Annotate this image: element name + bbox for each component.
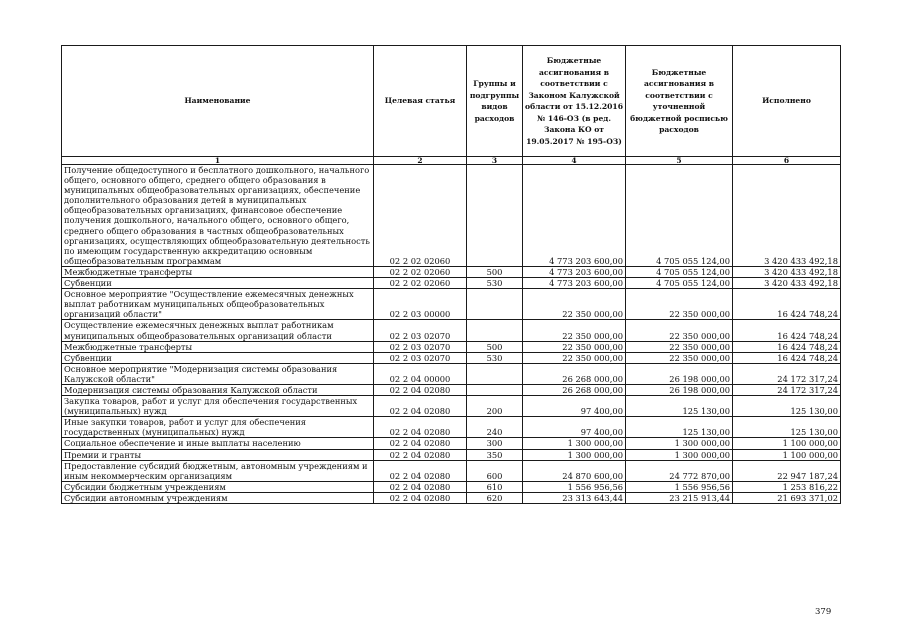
schedule-allocation-cell: 22 350 000,00 bbox=[626, 352, 733, 363]
row-name-cell: Предоставление субсидий бюджетным, автономным учреждениям и иным некоммерческим организациям bbox=[62, 460, 374, 481]
table-row bbox=[62, 363, 841, 384]
executed-cell: 3 420 433 492,18 bbox=[733, 266, 841, 277]
header-name: Наименование bbox=[62, 46, 374, 157]
schedule-allocation-cell: 125 130,00 bbox=[626, 396, 733, 417]
target-article-cell: 02 2 03 00000 bbox=[374, 289, 467, 320]
schedule-allocation-cell: 22 350 000,00 bbox=[626, 320, 733, 341]
expense-group-cell bbox=[467, 320, 523, 341]
executed-cell: 16 424 748,24 bbox=[733, 289, 841, 320]
expense-group-cell bbox=[467, 165, 523, 267]
law-allocation-cell: 24 870 600,00 bbox=[523, 460, 626, 481]
schedule-allocation-cell: 24 772 870,00 bbox=[626, 460, 733, 481]
target-article-cell: 02 2 02 02060 bbox=[374, 165, 467, 267]
column-number: 4 bbox=[523, 157, 626, 165]
row-name-cell: Получение общедоступного и бесплатного дошкольного, начального общего, основного общего, среднего общего образования в муниципальных общеобразовательных организациях, обеспечение дополнительного образования детей в муниципальных общеобразовательных организациях, финансовое обеспечение получения дошкольного, начального общего, основного общего, среднего общего образования в частных общеобразовательных организациях, осуществляющих общеобразовательную деятельность по имеющим государственную аккредитацию основным общеобразовательным программам bbox=[62, 165, 374, 267]
table-row bbox=[62, 384, 841, 395]
law-allocation-cell: 22 350 000,00 bbox=[523, 289, 626, 320]
schedule-allocation-cell: 23 215 913,44 bbox=[626, 492, 733, 503]
law-allocation-cell: 26 268 000,00 bbox=[523, 363, 626, 384]
header-expense-groups: Группы и подгруппы видов расходов bbox=[467, 46, 523, 157]
column-number: 3 bbox=[467, 157, 523, 165]
expense-group-cell bbox=[467, 363, 523, 384]
header-executed: Исполнено bbox=[733, 46, 841, 157]
expense-group-cell: 530 bbox=[467, 352, 523, 363]
executed-cell: 125 130,00 bbox=[733, 396, 841, 417]
law-allocation-cell: 26 268 000,00 bbox=[523, 384, 626, 395]
executed-cell: 16 424 748,24 bbox=[733, 341, 841, 352]
table-row bbox=[62, 341, 841, 352]
schedule-allocation-cell: 4 705 055 124,00 bbox=[626, 266, 733, 277]
target-article-cell: 02 2 04 02080 bbox=[374, 384, 467, 395]
law-allocation-cell: 97 400,00 bbox=[523, 417, 626, 438]
expense-group-cell bbox=[467, 289, 523, 320]
target-article-cell: 02 2 04 02080 bbox=[374, 492, 467, 503]
target-article-cell: 02 2 04 02080 bbox=[374, 417, 467, 438]
column-number: 5 bbox=[626, 157, 733, 165]
target-article-cell: 02 2 02 02060 bbox=[374, 278, 467, 289]
law-allocation-cell: 22 350 000,00 bbox=[523, 352, 626, 363]
row-name-cell: Модернизация системы образования Калужской области bbox=[62, 384, 374, 395]
table-header-row bbox=[62, 46, 841, 157]
law-allocation-cell: 97 400,00 bbox=[523, 396, 626, 417]
expense-group-cell: 610 bbox=[467, 481, 523, 492]
column-number: 2 bbox=[374, 157, 467, 165]
executed-cell: 3 420 433 492,18 bbox=[733, 165, 841, 267]
schedule-allocation-cell: 4 705 055 124,00 bbox=[626, 278, 733, 289]
row-name-cell: Основное мероприятие "Осуществление ежемесячных денежных выплат работникам муниципальных общеобразовательных организаций области" bbox=[62, 289, 374, 320]
table-row bbox=[62, 278, 841, 289]
target-article-cell: 02 2 02 02060 bbox=[374, 266, 467, 277]
expense-group-cell: 600 bbox=[467, 460, 523, 481]
table-row bbox=[62, 438, 841, 449]
schedule-allocation-cell: 22 350 000,00 bbox=[626, 289, 733, 320]
law-allocation-cell: 1 300 000,00 bbox=[523, 449, 626, 460]
law-allocation-cell: 4 773 203 600,00 bbox=[523, 165, 626, 267]
executed-cell: 3 420 433 492,18 bbox=[733, 278, 841, 289]
schedule-allocation-cell: 1 556 956,56 bbox=[626, 481, 733, 492]
row-name-cell: Основное мероприятие "Модернизация системы образования Калужской области" bbox=[62, 363, 374, 384]
schedule-allocation-cell: 22 350 000,00 bbox=[626, 341, 733, 352]
law-allocation-cell: 4 773 203 600,00 bbox=[523, 266, 626, 277]
law-allocation-cell: 1 556 956,56 bbox=[523, 481, 626, 492]
executed-cell: 1 100 000,00 bbox=[733, 438, 841, 449]
expense-group-cell: 530 bbox=[467, 278, 523, 289]
law-allocation-cell: 1 300 000,00 bbox=[523, 438, 626, 449]
table-row bbox=[62, 266, 841, 277]
target-article-cell: 02 2 04 00000 bbox=[374, 363, 467, 384]
schedule-allocation-cell: 1 300 000,00 bbox=[626, 438, 733, 449]
row-name-cell: Премии и гранты bbox=[62, 449, 374, 460]
row-name-cell: Осуществление ежемесячных денежных выплат работникам муниципальных общеобразовательных организаций области bbox=[62, 320, 374, 341]
schedule-allocation-cell: 125 130,00 bbox=[626, 417, 733, 438]
schedule-allocation-cell: 26 198 000,00 bbox=[626, 363, 733, 384]
table-row bbox=[62, 396, 841, 417]
expense-group-cell: 300 bbox=[467, 438, 523, 449]
executed-cell: 21 693 371,02 bbox=[733, 492, 841, 503]
row-name-cell: Субсидии бюджетным учреждениям bbox=[62, 481, 374, 492]
row-name-cell: Субсидии автономным учреждениям bbox=[62, 492, 374, 503]
row-name-cell: Межбюджетные трансферты bbox=[62, 341, 374, 352]
budget-table bbox=[61, 45, 841, 504]
executed-cell: 1 100 000,00 bbox=[733, 449, 841, 460]
row-name-cell: Субвенции bbox=[62, 352, 374, 363]
executed-cell: 125 130,00 bbox=[733, 417, 841, 438]
executed-cell: 24 172 317,24 bbox=[733, 384, 841, 395]
expense-group-cell: 350 bbox=[467, 449, 523, 460]
target-article-cell: 02 2 04 02080 bbox=[374, 460, 467, 481]
table-row bbox=[62, 289, 841, 320]
header-law-allocations: Бюджетные ассигнования в соответствии с Законом Калужской области от 15.12.2016 № 146-ОЗ (в ред. Закона КО от 19.05.2017 № 195-ОЗ) bbox=[523, 46, 626, 157]
table-row bbox=[62, 481, 841, 492]
executed-cell: 16 424 748,24 bbox=[733, 352, 841, 363]
expense-group-cell: 240 bbox=[467, 417, 523, 438]
target-article-cell: 02 2 04 02080 bbox=[374, 438, 467, 449]
row-name-cell: Иные закупки товаров, работ и услуг для обеспечения государственных (муниципальных) нужд bbox=[62, 417, 374, 438]
target-article-cell: 02 2 03 02070 bbox=[374, 341, 467, 352]
target-article-cell: 02 2 03 02070 bbox=[374, 320, 467, 341]
table-row bbox=[62, 417, 841, 438]
row-name-cell: Межбюджетные трансферты bbox=[62, 266, 374, 277]
law-allocation-cell: 23 313 643,44 bbox=[523, 492, 626, 503]
executed-cell: 24 172 317,24 bbox=[733, 363, 841, 384]
expense-group-cell: 200 bbox=[467, 396, 523, 417]
target-article-cell: 02 2 04 02080 bbox=[374, 396, 467, 417]
executed-cell: 22 947 187,24 bbox=[733, 460, 841, 481]
row-name-cell: Социальное обеспечение и иные выплаты населению bbox=[62, 438, 374, 449]
target-article-cell: 02 2 03 02070 bbox=[374, 352, 467, 363]
page-number: 379 bbox=[815, 607, 832, 617]
table-row bbox=[62, 320, 841, 341]
law-allocation-cell: 4 773 203 600,00 bbox=[523, 278, 626, 289]
executed-cell: 16 424 748,24 bbox=[733, 320, 841, 341]
law-allocation-cell: 22 350 000,00 bbox=[523, 341, 626, 352]
column-number: 6 bbox=[733, 157, 841, 165]
table-body bbox=[62, 165, 841, 504]
expense-group-cell: 500 bbox=[467, 266, 523, 277]
schedule-allocation-cell: 4 705 055 124,00 bbox=[626, 165, 733, 267]
schedule-allocation-cell: 1 300 000,00 bbox=[626, 449, 733, 460]
table-row bbox=[62, 492, 841, 503]
expense-group-cell bbox=[467, 384, 523, 395]
header-target-article: Целевая статья bbox=[374, 46, 467, 157]
table-row bbox=[62, 460, 841, 481]
target-article-cell: 02 2 04 02080 bbox=[374, 481, 467, 492]
header-schedule-allocations: Бюджетные ассигнования в соответствии с уточненной бюджетной росписью расходов bbox=[626, 46, 733, 157]
row-name-cell: Закупка товаров, работ и услуг для обеспечения государственных (муниципальных) нужд bbox=[62, 396, 374, 417]
law-allocation-cell: 22 350 000,00 bbox=[523, 320, 626, 341]
target-article-cell: 02 2 04 02080 bbox=[374, 449, 467, 460]
schedule-allocation-cell: 26 198 000,00 bbox=[626, 384, 733, 395]
row-name-cell: Субвенции bbox=[62, 278, 374, 289]
column-number-row bbox=[62, 157, 841, 165]
expense-group-cell: 500 bbox=[467, 341, 523, 352]
executed-cell: 1 253 816,22 bbox=[733, 481, 841, 492]
table-row bbox=[62, 449, 841, 460]
expense-group-cell: 620 bbox=[467, 492, 523, 503]
column-number: 1 bbox=[62, 157, 374, 165]
table-row bbox=[62, 165, 841, 267]
table-row bbox=[62, 352, 841, 363]
